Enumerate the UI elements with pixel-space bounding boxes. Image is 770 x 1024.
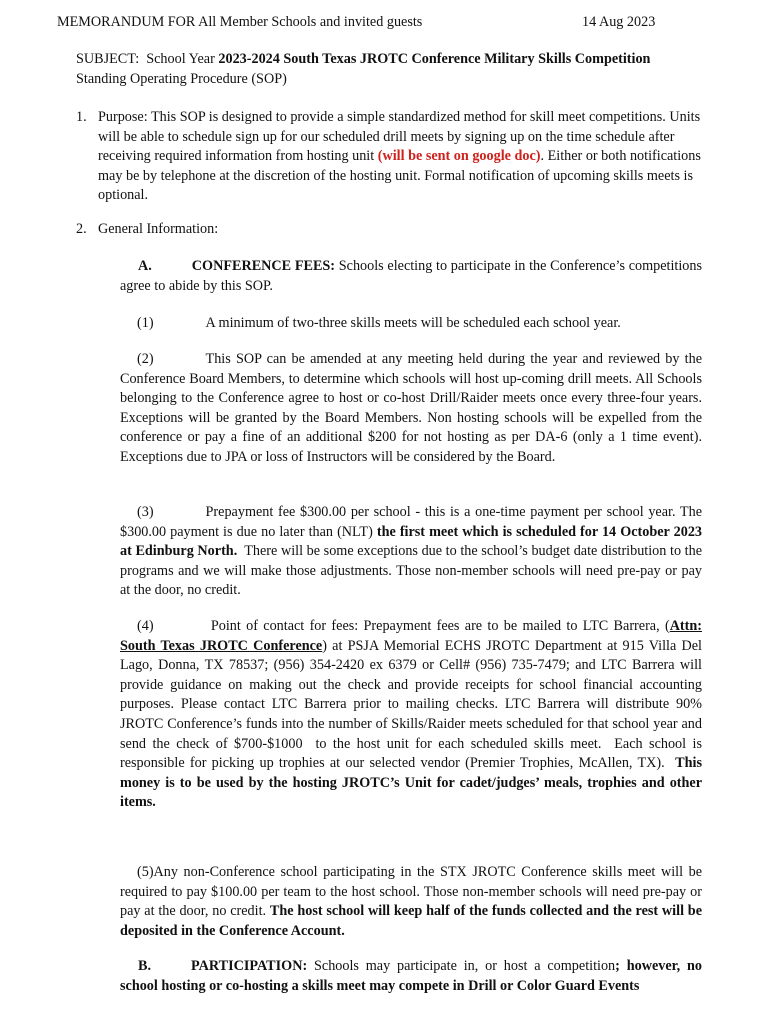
subject-block — [76, 50, 716, 89]
purpose-text-a: Purpose: This SOP is designed to provide a simple standardized method for skill meet competitions. Units will be able to schedule sign up for our scheduled drill meets by signing up on the time schedule after receiving required information from hosting unit — [98, 109, 701, 164]
p4-text-a: Point of contact for fees: Prepayment fees are to be mailed to LTC Barrera, ( — [205, 618, 670, 634]
section-purpose — [76, 108, 708, 206]
paragraph-3 — [120, 503, 706, 601]
purpose-text — [98, 108, 708, 206]
memo-heading: MEMORANDUM FOR All Member Schools and invited guests — [57, 14, 423, 30]
p2-number: (2) — [137, 351, 154, 367]
p3-bold: the first meet which is scheduled for 14 October 2023 at Edinburg North. — [120, 523, 703, 560]
section-b-text: Schools may participate in, or host a competition — [307, 958, 616, 974]
general-number: 2. — [76, 221, 87, 237]
section-b-letter: B. — [138, 958, 152, 974]
p3-text-b: There will be some exceptions due to the school’s budget date distribution to the programs and we will make those adjustments. Those non-member schools will need pre-pay or pay at the door, no credit. — [120, 543, 706, 599]
memo-date: 14 Aug 2023 — [582, 14, 656, 30]
p4-bold: This money is to be used by the hosting JROTC’s Unit for cadet/judges’ meals, trophies and other items. — [120, 755, 702, 811]
paragraph-2 — [120, 350, 702, 468]
p5-bold: The host school will keep half of the funds collected and the rest will be deposited in the Conference Account. — [120, 903, 702, 939]
purpose-red-note: (will be sent on google doc) — [377, 148, 541, 164]
section-general — [76, 220, 708, 240]
paragraph-5 — [120, 863, 702, 941]
p4-number: (4) — [137, 618, 154, 634]
subject-line2: Standing Operating Procedure (SOP) — [76, 70, 287, 87]
p4-text-b: ) at PSJA Memorial ECHS JROTC Department at 915 Villa Del Lago, Donna, TX 78537; (956) 354-2420 ex 6379 or Cell# (956) 735-7479; and LTC Barrera will provide guidance on making out the check and provide receipts for school financial accounting purposes. Please contact LTC Barrera prior to mailing checks. LTC Barrera will distribute 90% JROTC Conference’s funds into the number of Skills/Raider meets scheduled for that school year and send the check of $700-$1000 to the host unit for each scheduled skills meet. Each school is responsible for picking up trophies at our selected vendor (Premier Trophies, McAllen, TX). — [120, 637, 706, 772]
section-a-text: Schools electing to participate in the Conference’s competitions agree to abide by this SOP. — [120, 258, 702, 294]
p4-attn: Attn: South Texas JROTC Conference — [120, 618, 702, 654]
general-title: General Information: — [98, 221, 219, 237]
conference-fees-paragraph — [120, 257, 702, 296]
p5-text-a: (5)Any non-Conference school participating in the STX JROTC Conference skills meet will be required to pay $100.00 per team to the host school. Those non-member schools will need pre-pay or pay at the door, no credit. — [120, 864, 702, 920]
subject-title: 2023-2024 South Texas JROTC Conference Military Skills Competition — [218, 51, 651, 67]
section-b-bold: ; however, no school hosting or co-hosting a skills meet may compete in Drill or Color Guard Events — [120, 958, 702, 994]
p3-number: (3) — [137, 504, 154, 520]
section-a-heading: CONFERENCE FEES: — [191, 258, 336, 274]
paragraph-4 — [120, 617, 706, 813]
section-a-letter: A. — [138, 258, 152, 274]
p1-text: A minimum of two-three skills meets will be scheduled each school year. — [205, 315, 621, 331]
subject-prefix: SUBJECT: School Year — [76, 51, 219, 67]
p1-number: (1) — [137, 315, 154, 331]
purpose-text-b: . Either or both notifications may be by telephone at the discretion of the hosting unit. Formal notification of upcoming skills meets is optional. — [98, 148, 701, 203]
purpose-number: 1. — [76, 109, 87, 125]
participation-paragraph — [120, 957, 702, 996]
p3-text-a: Prepayment fee $300.00 per school - this is a one-time payment per school year. The $300.00 payment is due no later than (NLT) — [120, 504, 702, 540]
paragraph-1 — [120, 314, 702, 334]
p2-text: This SOP can be amended at any meeting held during the year and reviewed by the Conference Board Members, to determine which schools will host up-coming drill meets. All Schools belonging to the Conference agree to host or co-host Drill/Raider meets once every three-four years. Exceptions will be granted by the Board Members. Non hosting schools will be expelled from the conference or pay a fine of an additional $200 for not hosting as per DA-6 (only a 1 time event). Exceptions due to JPA or loss of Instructors will be considered by the Board. — [120, 351, 702, 465]
section-b-heading: PARTICIPATION: — [191, 958, 308, 974]
